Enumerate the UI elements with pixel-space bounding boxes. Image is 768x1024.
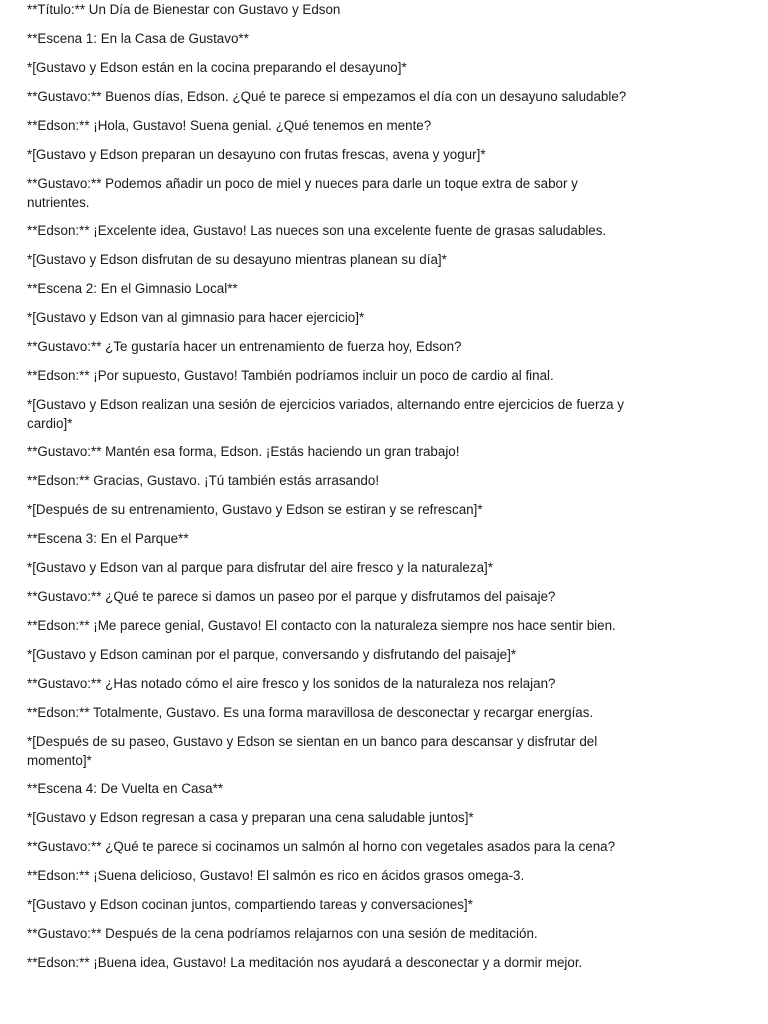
dialogue-line: **Gustavo:** ¿Te gustaría hacer un entrenamiento de fuerza hoy, Edson? <box>27 339 462 354</box>
dialogue-line: **Gustavo:** Mantén esa forma, Edson. ¡Estás haciendo un gran trabajo! <box>27 444 460 459</box>
dialogue-line: **Edson:** Gracias, Gustavo. ¡Tú también estás arrasando! <box>27 473 380 488</box>
scene-heading: **Escena 4: De Vuelta en Casa** <box>27 781 224 796</box>
dialogue-line: **Gustavo:** ¿Has notado cómo el aire fresco y los sonidos de la naturaleza nos relajan? <box>27 676 556 691</box>
scene-heading: **Escena 2: En el Gimnasio Local** <box>27 281 238 296</box>
stage-direction: *[Gustavo y Edson preparan un desayuno con frutas frescas, avena y yogur]* <box>27 147 486 162</box>
dialogue-line: **Gustavo:** ¿Qué te parece si damos un paseo por el parque y disfrutamos del paisaje? <box>27 589 556 604</box>
stage-direction: *[Gustavo y Edson están en la cocina preparando el desayuno]* <box>27 60 407 75</box>
stage-direction: *[Gustavo y Edson cocinan juntos, compartiendo tareas y conversaciones]* <box>27 897 473 912</box>
dialogue-line: **Edson:** ¡Por supuesto, Gustavo! También podríamos incluir un poco de cardio al final. <box>27 368 554 383</box>
dialogue-line: **Edson:** ¡Excelente idea, Gustavo! Las nueces son una excelente fuente de grasas saludables. <box>27 223 607 238</box>
stage-direction: *[Después de su paseo, Gustavo y Edson se sientan en un banco para descansar y disfrutar del momento]* <box>27 734 598 768</box>
stage-direction: *[Después de su entrenamiento, Gustavo y Edson se estiran y se refrescan]* <box>27 502 483 517</box>
title-line: **Título:** Un Día de Bienestar con Gustavo y Edson <box>27 2 341 17</box>
scene-heading: **Escena 1: En la Casa de Gustavo** <box>27 31 249 46</box>
stage-direction: *[Gustavo y Edson van al parque para disfrutar del aire fresco y la naturaleza]* <box>27 560 493 575</box>
dialogue-line: **Edson:** ¡Hola, Gustavo! Suena genial. ¿Qué tenemos en mente? <box>27 118 432 133</box>
stage-direction: *[Gustavo y Edson regresan a casa y preparan una cena saludable juntos]* <box>27 810 474 825</box>
dialogue-line: **Gustavo:** Después de la cena podríamos relajarnos con una sesión de meditación. <box>27 926 538 941</box>
dialogue-line: **Edson:** Totalmente, Gustavo. Es una forma maravillosa de desconectar y recargar energías. <box>27 705 594 720</box>
stage-direction: *[Gustavo y Edson caminan por el parque, conversando y disfrutando del paisaje]* <box>27 647 517 662</box>
dialogue-line: **Gustavo:** ¿Qué te parece si cocinamos un salmón al horno con vegetales asados para la cena? <box>27 839 616 854</box>
dialogue-line: **Edson:** ¡Buena idea, Gustavo! La meditación nos ayudará a desconectar y a dormir mejor. <box>27 955 583 970</box>
stage-direction: *[Gustavo y Edson van al gimnasio para hacer ejercicio]* <box>27 310 365 325</box>
dialogue-line: **Edson:** ¡Suena delicioso, Gustavo! El salmón es rico en ácidos grasos omega-3. <box>27 868 525 883</box>
scene-heading: **Escena 3: En el Parque** <box>27 531 189 546</box>
dialogue-line: **Edson:** ¡Me parece genial, Gustavo! El contacto con la naturaleza siempre nos hace sentir bien. <box>27 618 616 633</box>
dialogue-line: **Gustavo:** Podemos añadir un poco de miel y nueces para darle un toque extra de sabor y nutrientes. <box>27 176 578 210</box>
stage-direction: *[Gustavo y Edson disfrutan de su desayuno mientras planean su día]* <box>27 252 447 267</box>
dialogue-line: **Gustavo:** Buenos días, Edson. ¿Qué te parece si empezamos el día con un desayuno saludable? <box>27 89 627 104</box>
stage-direction: *[Gustavo y Edson realizan una sesión de ejercicios variados, alternando entre ejercicios de fuerza y cardio]* <box>27 397 624 431</box>
